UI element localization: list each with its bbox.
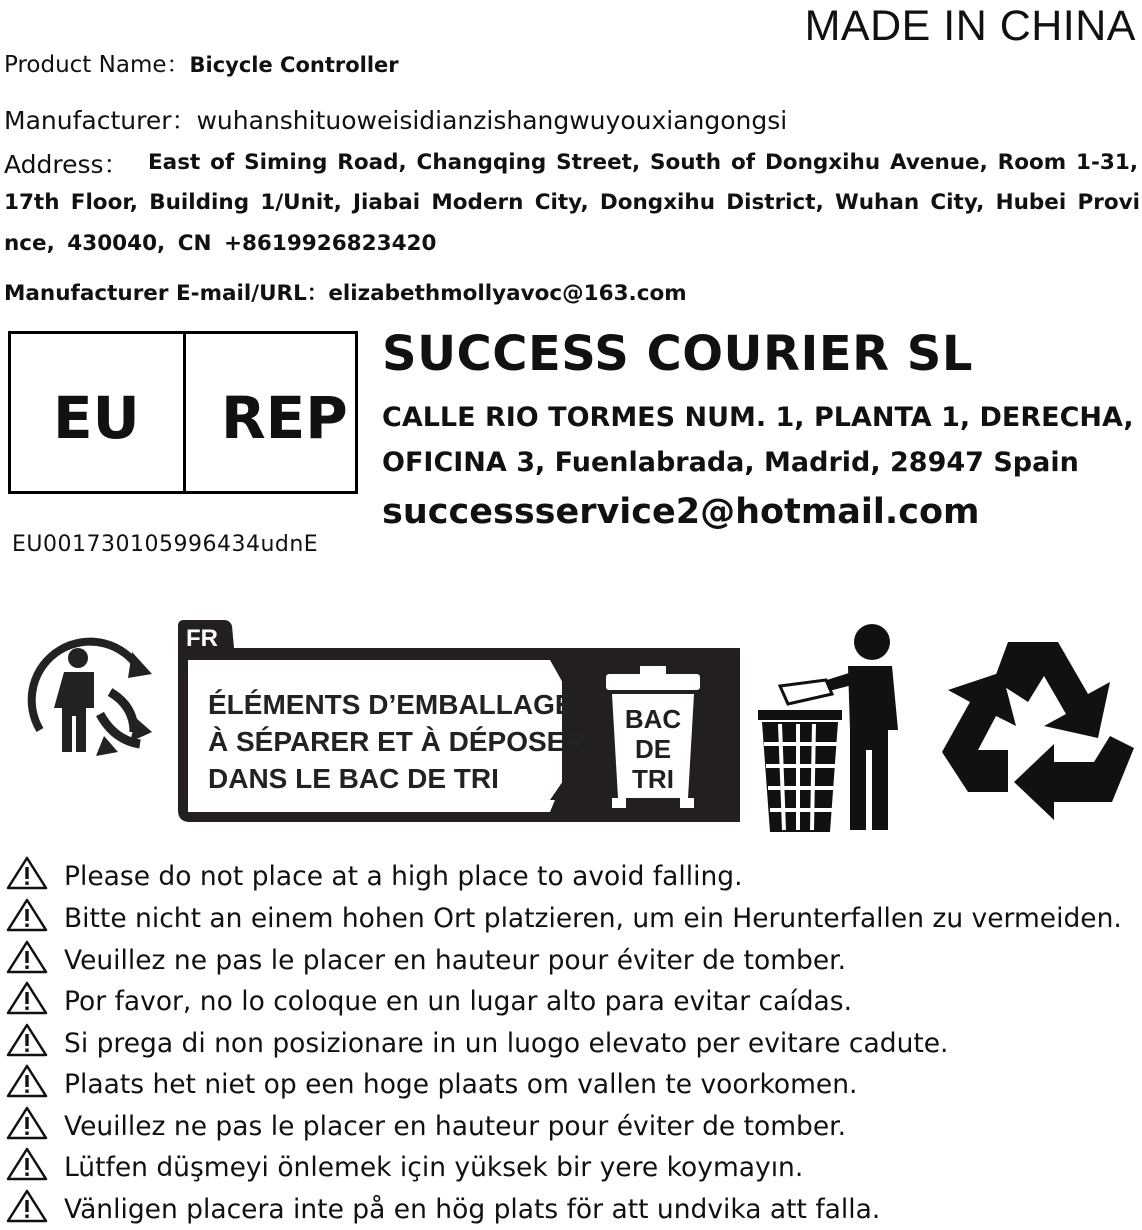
warning-text: Please do not place at a high place to avoid falling. [64, 861, 743, 892]
eu-rep-eu: EU [53, 384, 140, 452]
warning-row [6, 940, 846, 981]
fr-line-2: À SÉPARER ET À DÉPOSER [208, 726, 586, 757]
tidy-man-icon [752, 620, 932, 835]
warning-text: Veuillez ne pas le placer en hauteur pour éviter de tomber. [64, 945, 847, 976]
eu-rep-address-2: OFICINA 3, Fuenlabrada, Madrid, 28947 Spain [382, 447, 1079, 478]
warning-text: Bitte nicht an einem hohen Ort platzieren, um ein Herunterfallen zu vermeiden. [64, 903, 1122, 934]
eu-rep-address-1: CALLE RIO TORMES NUM. 1, PLANTA 1, DERECHA, [382, 402, 1134, 433]
product-name-row [4, 46, 399, 79]
warning-icon [6, 940, 48, 981]
warning-icon [6, 856, 48, 897]
warning-row [6, 1106, 846, 1147]
warning-text: Plaats het niet op een hoge plaats om vallen te voorkomen. [64, 1069, 858, 1100]
sorting-bin-icon [606, 666, 700, 808]
warning-icon [6, 898, 48, 939]
fr-country-code: FR [186, 625, 218, 652]
warning-text: Vänligen placera inte på en hög plats för att undvika att falla. [64, 1194, 881, 1225]
eu-rep-code: EU001730105996434udnE [12, 532, 319, 557]
product-name-label: Product Name： [4, 52, 190, 78]
address-line-3: nce, 430040, CN +8619926823420 [4, 231, 437, 256]
triman-icon [12, 612, 172, 772]
address-line-1: East of Siming Road, Changqing Street, South of Dongxihu Avenue, Room 1-31, [148, 150, 1138, 175]
made-in-label: MADE IN CHINA [804, 2, 1136, 50]
warning-row [6, 1064, 857, 1105]
warning-icon [6, 1064, 48, 1105]
warning-icon [6, 1147, 48, 1188]
warning-text: Lütfen düşmeyi önlemek için yüksek bir yere koymayın. [64, 1152, 804, 1183]
address-label: Address： [4, 150, 129, 179]
eu-rep-rep: REP [221, 384, 348, 452]
warning-icon [6, 1023, 48, 1064]
warning-row [6, 856, 743, 897]
warning-icon [6, 981, 48, 1022]
eu-rep-box [8, 331, 358, 494]
warning-text: Si prega di non posizionare in un luogo elevato per evitare cadute. [64, 1028, 949, 1059]
manufacturer-row [4, 101, 787, 137]
bin-line-3: TRI [632, 764, 674, 794]
recycle-icon [938, 632, 1138, 822]
eu-rep-divider [183, 334, 186, 491]
warning-row [6, 898, 1122, 939]
contact-label: Manufacturer E-mail/URL： [4, 281, 329, 306]
warning-row [6, 1023, 948, 1064]
eu-rep-email: successservice2@hotmail.com [382, 492, 980, 532]
warning-row [6, 981, 852, 1022]
contact-row [4, 276, 687, 307]
address-line-2: 17th Floor, Building 1/Unit, Jiabai Modern City, Dongxihu District, Wuhan City, Hubei Provi [4, 190, 1140, 215]
bin-line-2: DE [634, 734, 672, 764]
warning-text: Por favor, no lo coloque en un lugar alto para evitar caídas. [64, 986, 852, 1017]
manufacturer-value: wuhanshituoweisidianzishangwuyouxiangongsi [196, 106, 788, 135]
warning-icon [6, 1106, 48, 1147]
eu-rep-company: SUCCESS COURIER SL [382, 326, 973, 382]
fr-line-1: ÉLÉMENTS D’EMBALLAGE [208, 689, 574, 720]
contact-value: elizabethmollyavoc@163.com [328, 281, 687, 306]
bin-line-1: BAC [624, 704, 682, 734]
manufacturer-label: Manufacturer： [4, 106, 197, 135]
warning-row [6, 1147, 803, 1188]
warning-text: Veuillez ne pas le placer en hauteur pour éviter de tomber. [64, 1111, 847, 1142]
fr-sorting-banner [172, 618, 747, 830]
product-name-value: Bicycle Controller [189, 53, 399, 77]
fr-line-3: DANS LE BAC DE TRI [208, 763, 499, 794]
